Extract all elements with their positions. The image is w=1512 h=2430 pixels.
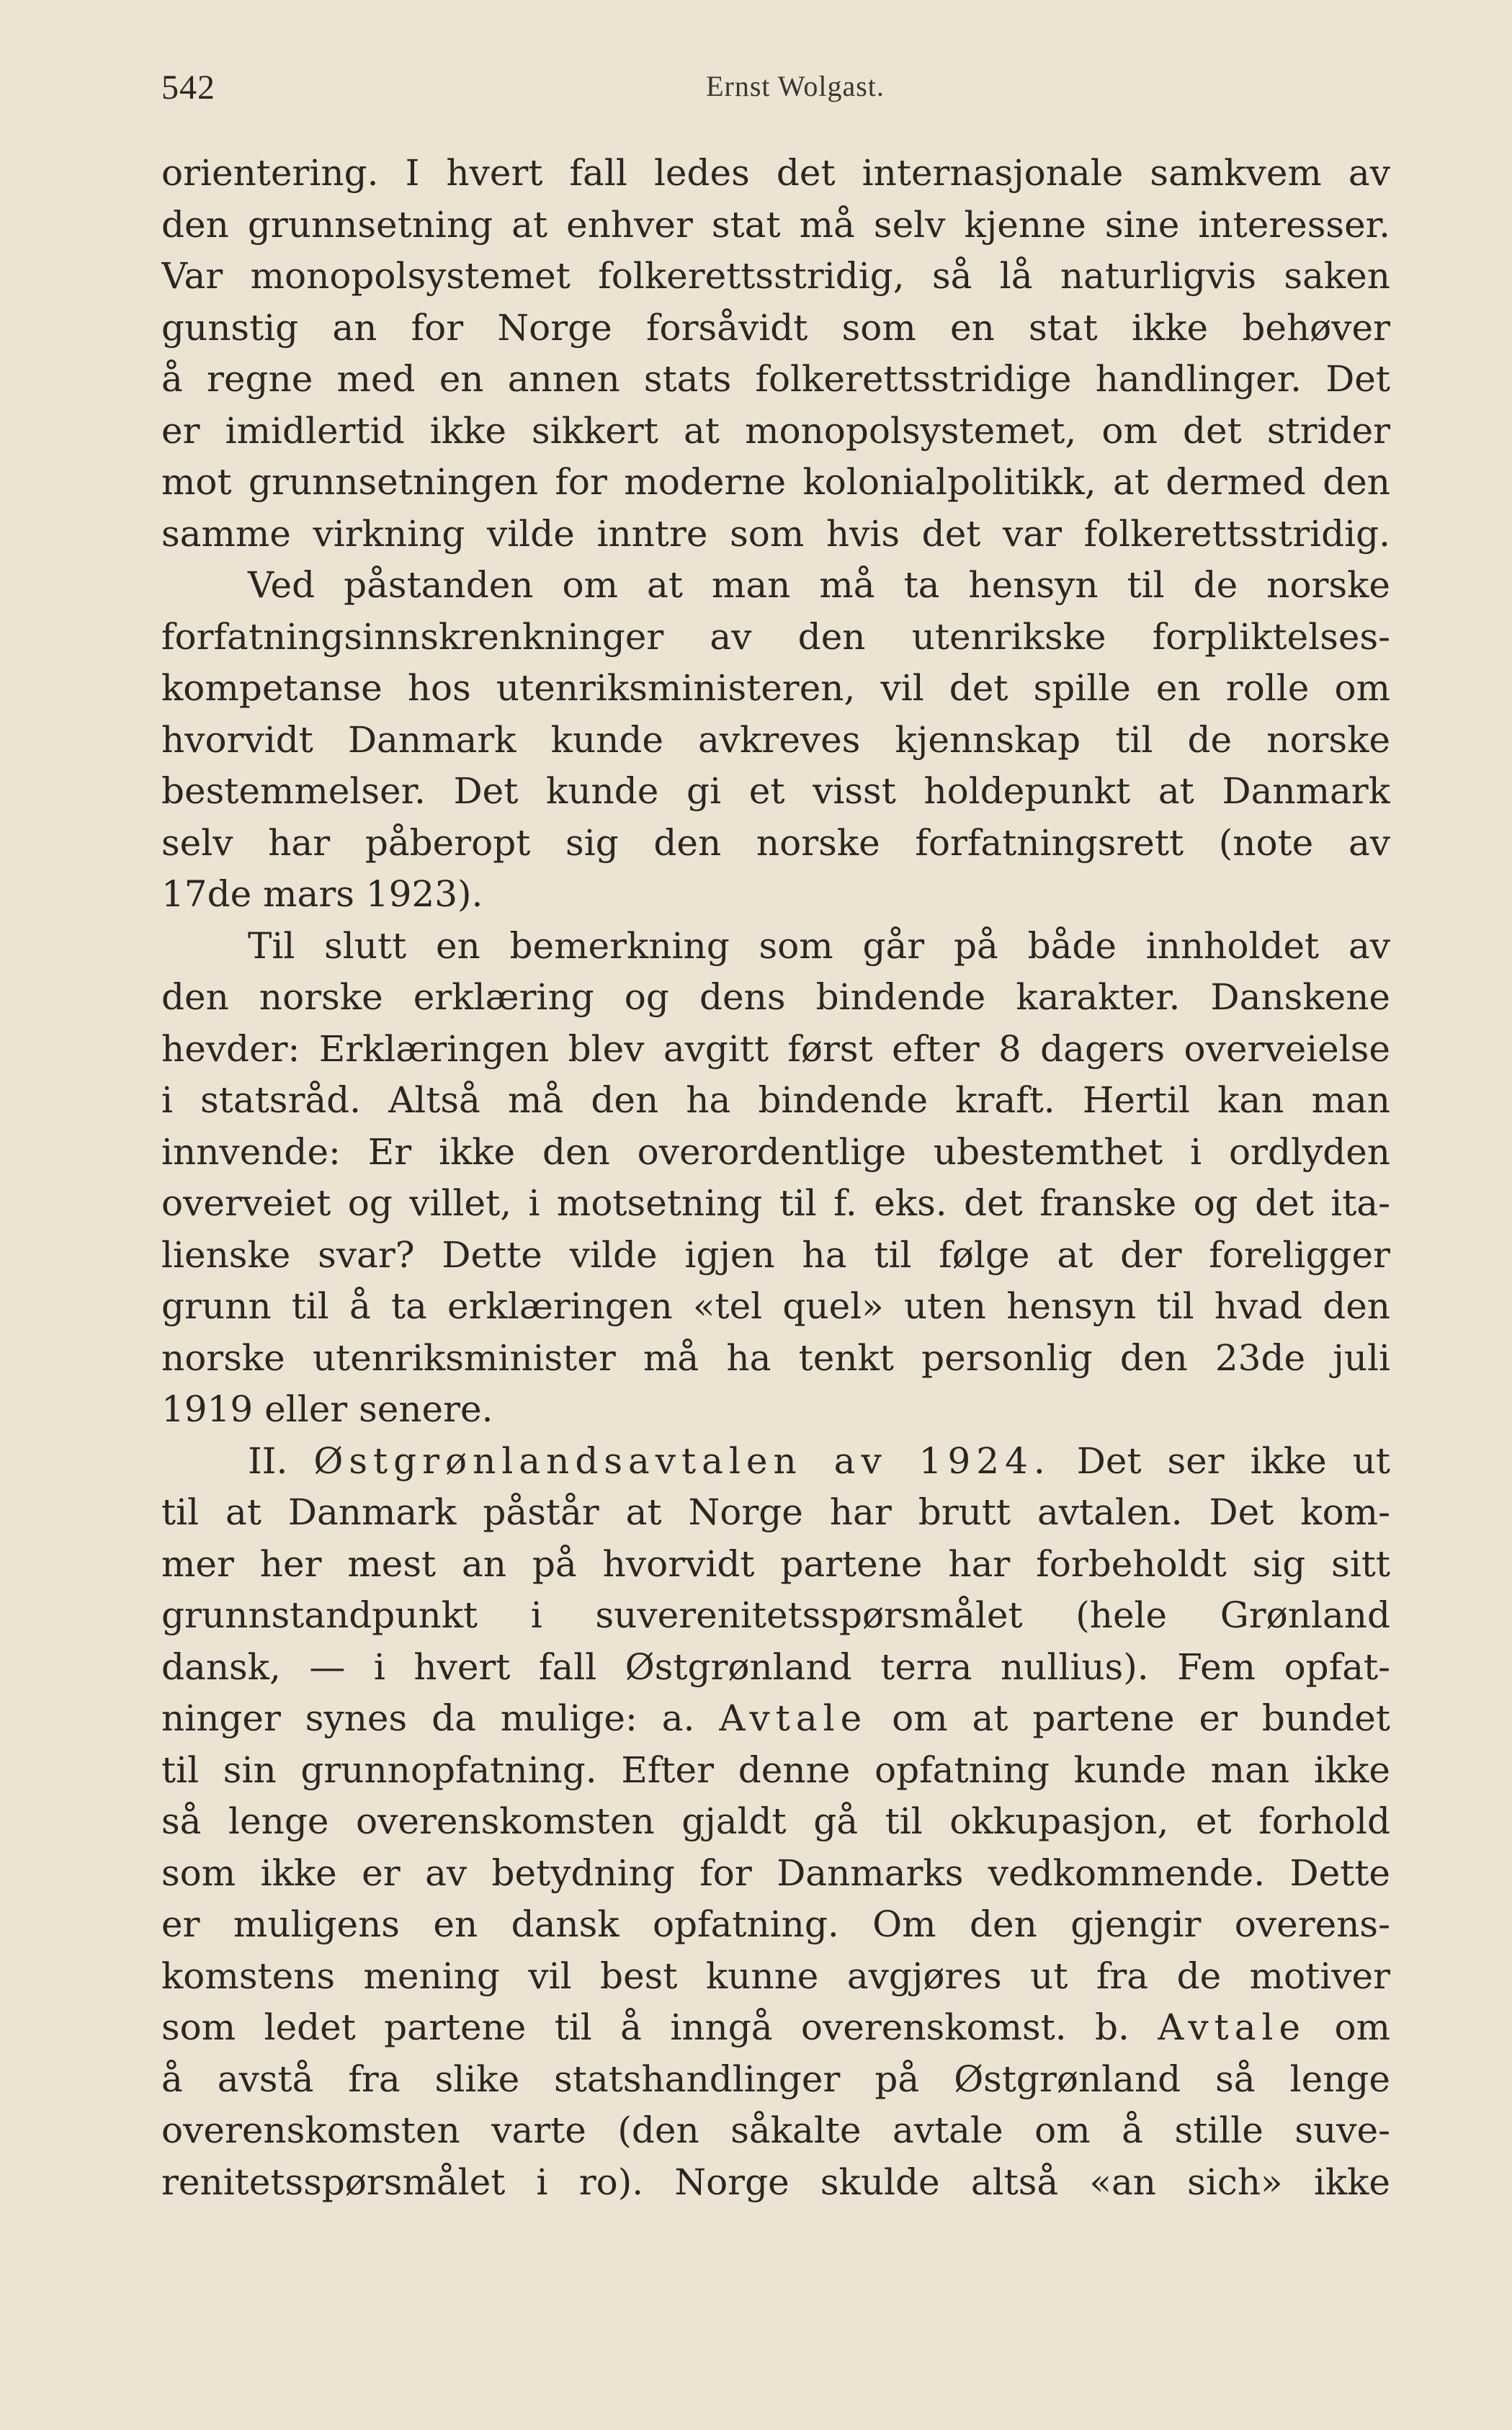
text-line: mot grunnsetningen for moderne kolonialpolitikk, at dermed den (161, 461, 1390, 503)
section-heading-line (161, 1436, 1390, 1488)
emphasized-term: Avtale (719, 1697, 868, 1739)
paragraph-end-line: 17de mars 1923). (161, 873, 483, 915)
text-line: renitetsspørsmålet i ro). Norge skulde altså «an sich» ikke (161, 2161, 1390, 2203)
text-segment: om at partene er bundet (892, 1697, 1390, 1739)
text-line: gunstig an for Norge forsåvidt som en stat ikke behøver (161, 306, 1390, 349)
text-line: dansk, — i hvert fall Østgrønland terra nullius). Fem opfat- (161, 1645, 1390, 1688)
text-line: den grunnsetning at enhver stat må selv kjenne sine interesser. (161, 203, 1390, 246)
text-line: komstens mening vil best kunne avgjøres ut fra de motiver (161, 1955, 1390, 1997)
paragraph-end-line: 1919 eller senere. (161, 1388, 493, 1430)
text-segment: som ledet partene til å inngå overenskomst. b. (161, 2006, 1129, 2048)
running-title: Ernst Wolgast. (706, 70, 885, 102)
section-number: II. (248, 1439, 288, 1482)
paragraph-start-line: Ved påstanden om at man må ta hensyn til de norske (248, 564, 1390, 606)
text-line: til sin grunnopfatning. Efter denne opfatning kunde man ikke (161, 1748, 1390, 1791)
text-segment: om (1334, 2006, 1390, 2048)
page-header (161, 61, 1390, 111)
text-line: til at Danmark påstår at Norge har brutt avtalen. Det kom- (161, 1491, 1390, 1533)
text-line: lienske svar? Dette vilde igjen ha til følge at der foreligger (161, 1233, 1390, 1276)
text-line: grunn til å ta erklæringen «tel quel» uten hensyn til hvad den (161, 1285, 1390, 1327)
text-line: overveiet og villet, i motsetning til f. eks. det franske og det ita- (161, 1182, 1390, 1224)
text-line: å regne med en annen stats folkerettsstridige handlinger. Det (161, 358, 1390, 400)
text-line: mer her mest an på hvorvidt partene har forbeholdt sig sitt (161, 1542, 1390, 1585)
text-line: innvende: Er ikke den overordentlige ubestemthet i ordlyden (161, 1130, 1390, 1173)
paragraph-start-line: Til slutt en bemerkning som går på både innholdet av (248, 924, 1390, 967)
text-line: forfatningsinnskrenkninger av den utenrikske forpliktelses- (161, 615, 1390, 658)
emphasized-term: Avtale (1158, 2006, 1307, 2048)
text-line: å avstå fra slike statshandlinger på Østgrønland så lenge (161, 2058, 1390, 2100)
text-line: samme virkning vilde inntre som hvis det var folkerettsstridig. (161, 512, 1390, 555)
text-line: så lenge overenskomsten gjaldt gå til okkupasjon, et forhold (161, 1800, 1390, 1842)
text-line: er muligens en dansk opfatning. Om den gjengir overens- (161, 1903, 1390, 1945)
text-line: som ikke er av betydning for Danmarks vedkommende. Dette (161, 1851, 1390, 1894)
text-line: bestemmelser. Det kunde gi et visst holdepunkt at Danmark (161, 770, 1390, 812)
section-title: Østgrønlandsavtalen av 1924. (313, 1439, 1051, 1482)
text-line: er imidlertid ikke sikkert at monopolsystemet, om det strider (161, 409, 1390, 452)
text-line: selv har påberopt sig den norske forfatningsrett (note av (161, 821, 1390, 864)
section-lead-text: Det ser ikke ut (1076, 1439, 1390, 1482)
text-line: i statsråd. Altså må den ha bindende kraft. Hertil kan man (161, 1079, 1390, 1121)
page-number: 542 (161, 68, 215, 107)
text-line (161, 1693, 1390, 1745)
text-segment: ninger synes da mulige: a. (161, 1697, 695, 1739)
text-line: overenskomsten varte (den såkalte avtale om å stille suve- (161, 2109, 1390, 2151)
text-line: hevder: Erklæringen blev avgitt først efter 8 dagers overveielse (161, 1027, 1390, 1070)
body-text (161, 148, 1390, 2208)
text-line: grunnstandpunkt i suverenitetsspørsmålet (hele Grønland (161, 1594, 1390, 1636)
text-line: norske utenriksminister må ha tenkt personlig den 23de juli (161, 1336, 1390, 1379)
text-line: hvorvidt Danmark kunde avkreves kjennskap til de norske (161, 718, 1390, 761)
text-line: orientering. I hvert fall ledes det internasjonale samkvem av (161, 152, 1390, 194)
text-line (161, 2002, 1390, 2054)
text-line: den norske erklæring og dens bindende karakter. Danskene (161, 976, 1390, 1018)
text-line: kompetanse hos utenriksministeren, vil det spille en rolle om (161, 667, 1390, 709)
text-line: Var monopolsystemet folkerettsstridig, så lå naturligvis saken (161, 255, 1390, 297)
